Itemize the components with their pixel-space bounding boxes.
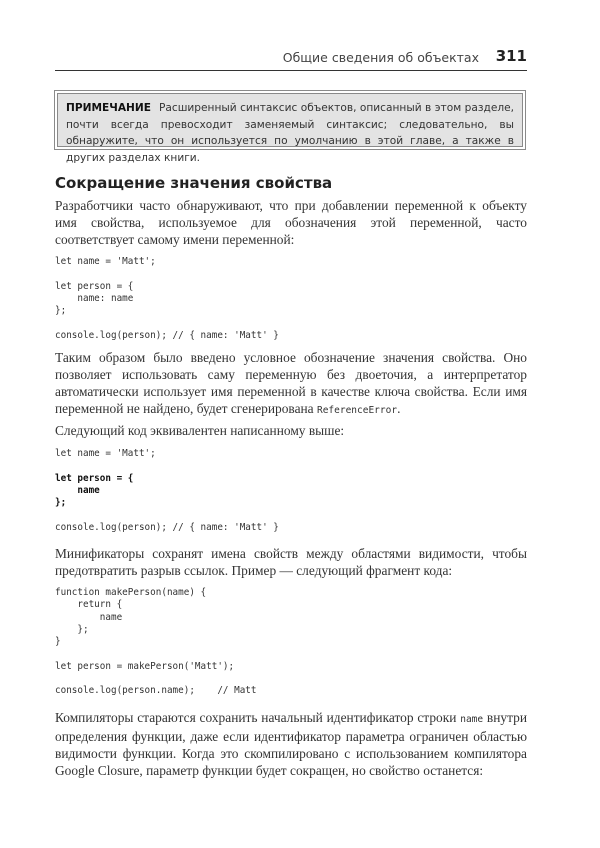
paragraph-2 <box>55 349 527 419</box>
inline-code-referenceerror: ReferenceError <box>316 405 398 416</box>
code-line: console.log(person.name); // Matt <box>55 685 257 697</box>
code-line: let name = 'Matt'; <box>55 448 156 459</box>
paragraph-3: Следующий код эквивалентен написанному выше: <box>55 423 345 438</box>
code-line: let name = 'Matt'; <box>55 256 156 267</box>
page-header <box>55 46 527 71</box>
paragraph-5-text-a: Компиляторы стараются сохранить начальный идентификатор строки <box>55 710 461 725</box>
note-label: ПРИМЕЧАНИЕ <box>66 102 152 114</box>
code-line: let person = { <box>55 280 134 292</box>
note-text: Расширенный синтаксис объектов, описанный в этом разделе, почти всегда превосходит заменяемый синтаксис; следовательно, вы обнаружите, что он используется по умолчанию в этой главе, а также в других разделах книги. <box>66 102 514 164</box>
paragraph-5 <box>55 709 527 779</box>
code-line: name: name <box>55 292 134 304</box>
code-line: function makePerson(name) { <box>55 587 207 598</box>
code-line: name <box>55 611 123 623</box>
code-block-3 <box>55 587 257 698</box>
section-title: Сокращение значения свойства <box>55 174 333 192</box>
note-box <box>54 90 526 164</box>
code-line: console.log(person); // { name: 'Matt' } <box>55 329 279 341</box>
paragraph-4: Минификаторы сохранят имена свойств между областями видимости, чтобы предотвратить разрыв ссылок. Пример — следующий фрагмент кода: <box>55 546 527 578</box>
paragraph-1: Разработчики часто обнаруживают, что при добавлении переменной к объекту имя свойства, используемое для обозначения этой переменной, часто соответствует самому имени переменной: <box>55 198 527 247</box>
running-title: Общие сведения об объектах <box>282 50 479 65</box>
code-block-1 <box>55 256 279 342</box>
code-line: console.log(person); // { name: 'Matt' } <box>55 521 279 533</box>
code-line: } <box>55 636 61 648</box>
page-number: 311 <box>495 47 527 65</box>
paragraph-2-end: . <box>397 401 401 416</box>
inline-code-name: name <box>460 714 484 725</box>
note-content <box>57 93 523 164</box>
code-block-2 <box>55 448 279 534</box>
code-line: return { <box>55 599 123 611</box>
code-line: }; <box>55 623 89 635</box>
paragraph-2-text: Таким образом было введено условное обозначение значения свойства. Оно позволяет использовать саму переменную без двоеточия, а интерпретатор автоматически использует имя переменной в качестве ключа свойства. Если имя переменной не найдено, будет сгенерирована <box>55 350 527 416</box>
code-line-bold: name <box>55 484 100 496</box>
paragraph-5-text-b: внутри определения функции, даже если идентификатор параметра ограничен областью видимости функции. Когда это скомпилировано с использованием компилятора Google Closure, параметр функции будет сокращен, но свойство останется: <box>55 710 527 778</box>
code-line: }; <box>55 305 67 317</box>
code-line-bold: }; <box>55 497 67 509</box>
code-line-bold: let person = { <box>55 472 134 484</box>
code-line: let person = makePerson('Matt'); <box>55 660 235 672</box>
